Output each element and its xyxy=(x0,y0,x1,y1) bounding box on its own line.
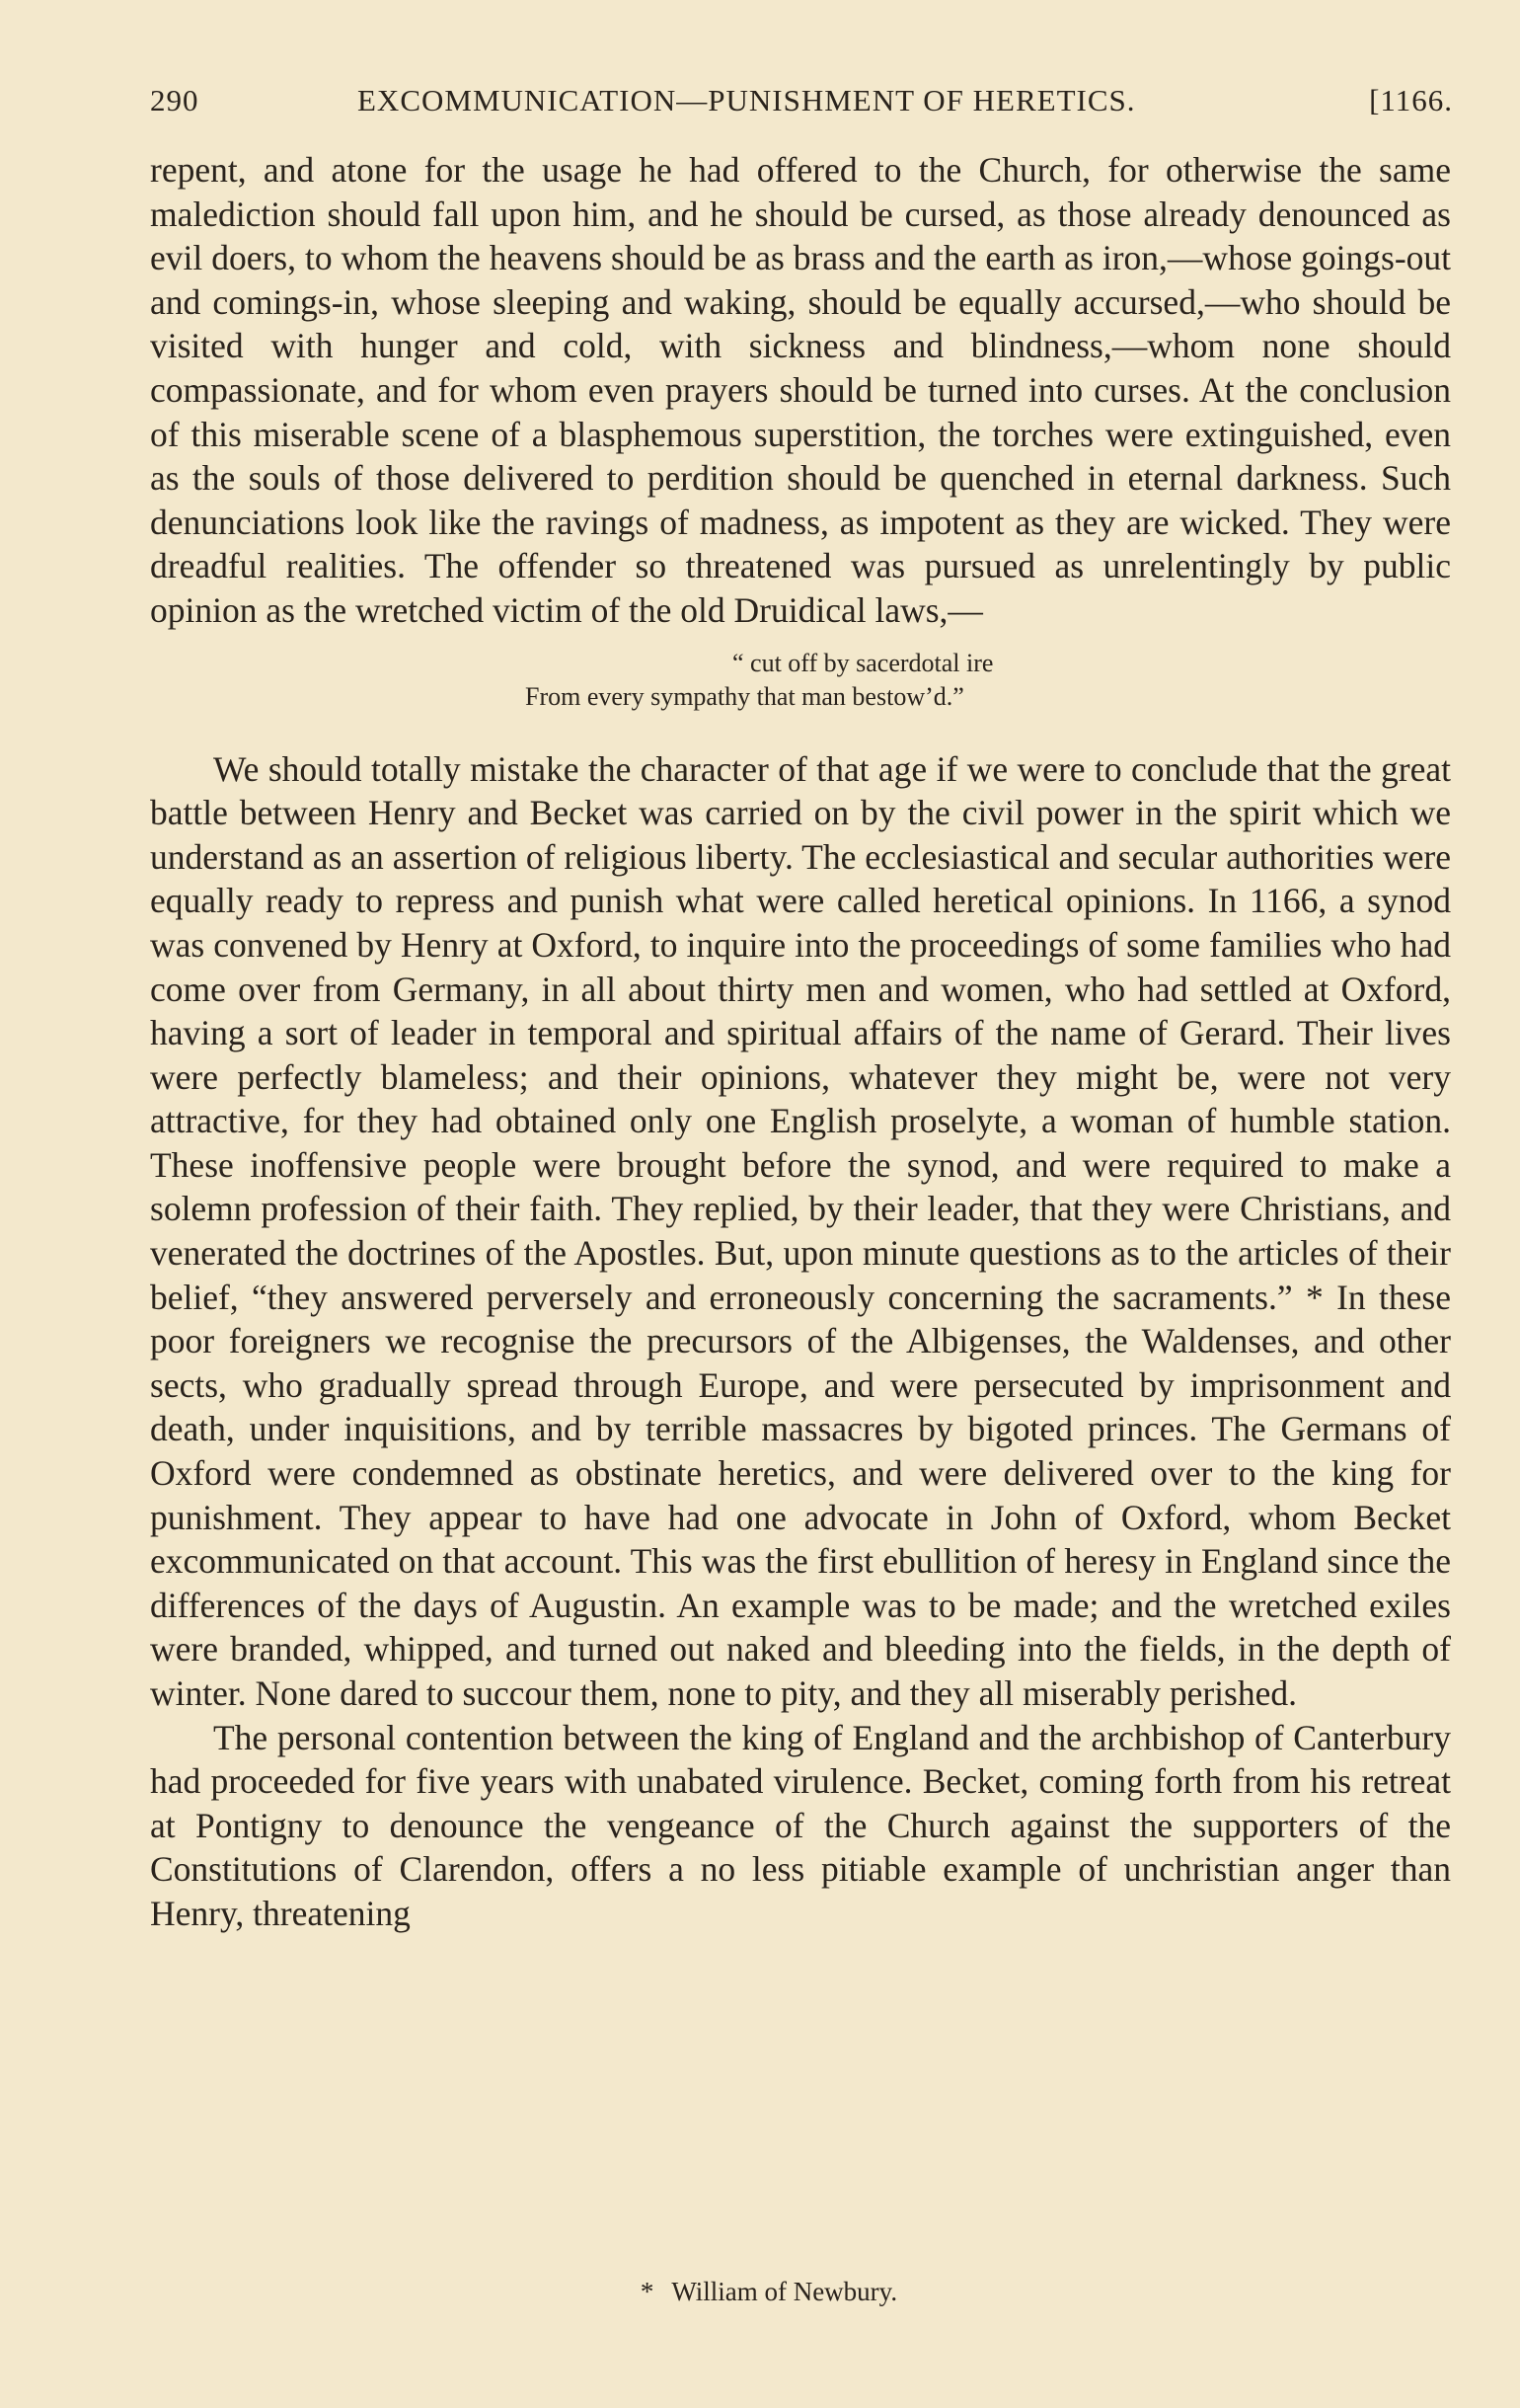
footnote-marker: * xyxy=(640,2277,654,2306)
quote-line-2: From every sympathy that man bestow’d.” xyxy=(525,681,964,711)
paragraph-3: The personal contention between the king of England and the archbishop of Canterbury had proceeded for five years with unabated virulence. Becket, coming forth from his retreat at Pontigny to denounce the vengeance of the Church against the supporters of the Constitutions of Clarendon, offers a no less pitiable example of unchristian anger than Henry, threatening xyxy=(150,1717,1451,1933)
quote-line-1: “ cut off by sacerdotal ire xyxy=(732,648,994,677)
running-header xyxy=(150,83,1453,132)
year-marker: [1166. xyxy=(1369,83,1453,117)
footnote xyxy=(0,2277,1520,2307)
verse-quotation xyxy=(150,647,1451,714)
footnote-text: William of Newbury. xyxy=(671,2277,898,2306)
paragraph-1: repent, and atone for the usage he had offered to the Church, for otherwise the same malediction should fall upon him, and he should be cursed, as those already denounced as evil doers, to whom the heavens should be as brass and the earth as iron,—whose goings-out and comings-in, whose sleeping and waking, should be equally accursed,—who should be visited with hunger and cold, with sickness and blindness,—whom none should compassionate, and for whom even prayers should be turned into curses. At the conclusion of this miserable scene of a blasphemous superstition, the torches were extinguished, even as the souls of those delivered to perdition should be quenched in eternal darkness. Such denunciations look like the ravings of madness, as impotent as they are wicked. They were dreadful realities. The offender so threatened was pursued as unrelentingly by public opinion as the wretched victim of the old Druidical laws,— xyxy=(150,150,1451,630)
running-title: EXCOMMUNICATION—PUNISHMENT OF HERETICS. xyxy=(357,83,1136,117)
body-text xyxy=(150,148,1451,1936)
page-number: 290 xyxy=(150,83,199,117)
paragraph-2: We should totally mistake the character of that age if we were to conclude that the great battle between Henry and Becket was carried on by the civil power in the spirit which we understand as an assertion of religious liberty. The ecclesiastical and secular authorities were equally ready to repress and punish what were called heretical opinions. In 1166, a synod was convened by Henry at Oxford, to inquire into the proceedings of some families who had come over from Germany, in all about thirty men and women, who had settled at Oxford, having a sort of leader in temporal and spiritual affairs of the name of Gerard. Their lives were perfectly blameless; and their opinions, whatever they might be, were not very attractive, for they had obtained only one English proselyte, a woman of humble station. These inoffensive people were brought before the synod, and were required to make a solemn profession of their faith. They replied, by their leader, that they were Christians, and venerated the doctrines of the Apostles. But, upon minute questions as to the articles of their belief, “they answered perversely and erroneously concerning the sacraments.” * In these poor foreigners we recognise the precursors of the Albigenses, the Waldenses, and other sects, who gradually spread through Europe, and were persecuted by imprisonment and death, under inquisitions, and by terrible massacres by bigoted princes. The Germans of Oxford were condemned as obstinate heretics, and were delivered over to the king for punishment. They appear to have had one advocate in John of Oxford, whom Becket excommunicated on that account. This was the first ebullition of heresy in England since the differences of the days of Augustin. An example was to be made; and the wretched exiles were branded, whipped, and turned out naked and bleeding into the fields, in the depth of winter. None dared to succour them, none to pity, and they all miserably perished. xyxy=(150,748,1451,1713)
